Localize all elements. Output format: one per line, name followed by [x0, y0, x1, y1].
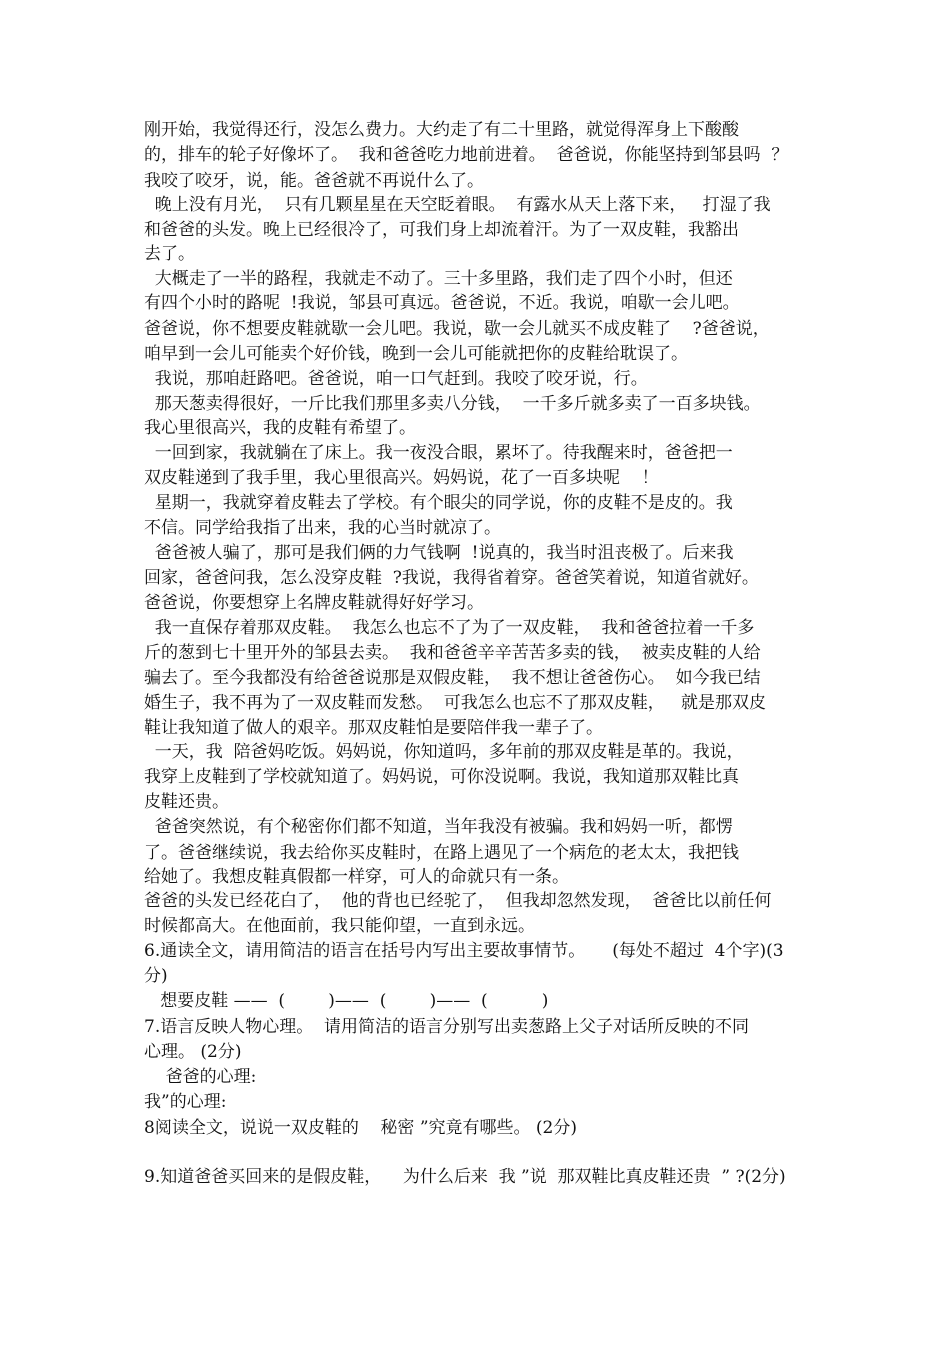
paragraph-line: 时候都高大。在他面前，我只能仰望，一直到永远。	[144, 916, 535, 936]
question-7: 7.语言反映人物心理。 请用简洁的语言分别写出卖葱路上父子对话所反映的不同	[144, 1017, 750, 1037]
paragraph-line: 鞋让我知道了做人的艰辛。那双皮鞋怕是要陪伴我一辈子了。	[144, 718, 603, 738]
paragraph-line: 一回到家，我就躺在了床上。我一夜没合眼，累坏了。待我醒来时，爸爸把一	[144, 443, 733, 463]
paragraph-line: 骗去了。至今我都没有给爸爸说那是双假皮鞋， 我不想让爸爸伤心。 如今我已结	[144, 668, 761, 688]
paragraph-line: 爸爸说，你要想穿上名牌皮鞋就得好好学习。	[144, 593, 484, 613]
question-6-answer-blanks: 想要皮鞋 —— ( )—— ( )—— ( )	[144, 991, 549, 1011]
paragraph-line: 了。爸爸继续说，我去给你买皮鞋时，在路上遇见了一个病危的老太太，我把钱	[144, 843, 739, 863]
paragraph-line: 爸爸说，你不想要皮鞋就歇一会儿吧。我说，歇一会儿就买不成皮鞋了 ?爸爸说，	[144, 319, 770, 339]
paragraph-line: 我咬了咬牙，说，能。爸爸就不再说什么了。	[144, 171, 484, 191]
paragraph-line: 去了。	[144, 244, 195, 264]
paragraph-line: 婚生子，我不再为了一双皮鞋而发愁。 可我怎么也忘不了那双皮鞋， 就是那双皮	[144, 693, 767, 713]
question-9: 9.知道爸爸买回来的是假皮鞋， 为什么后来 我 ”说 那双鞋比真皮鞋还贵 ” ?(2分)	[144, 1167, 786, 1187]
question-7-father-mind: 爸爸的心理:	[144, 1067, 257, 1087]
paragraph-line: 咱早到一会儿可能卖个好价钱，晚到一会儿可能就把你的皮鞋给耽误了。	[144, 344, 688, 364]
paragraph-line: 我心里很高兴，我的皮鞋有希望了。	[144, 418, 416, 438]
paragraph-line: 不信。同学给我指了出来，我的心当时就凉了。	[144, 518, 501, 538]
paragraph-line: 和爸爸的头发。晚上已经很冷了，可我们身上却流着汗。为了一双皮鞋，我豁出	[144, 220, 739, 240]
paragraph-line: 爸爸的头发已经花白了， 他的背也已经驼了， 但我却忽然发现， 爸爸比以前任何	[144, 891, 772, 911]
paragraph-line: 那天葱卖得很好，一斤比我们那里多卖八分钱， 一千多斤就多卖了一百多块钱。	[144, 394, 761, 414]
paragraph-line: 我说，那咱赶路吧。爸爸说，咱一口气赶到。我咬了咬牙说，行。	[144, 369, 648, 389]
paragraph-line: 星期一，我就穿着皮鞋去了学校。有个眼尖的同学说，你的皮鞋不是皮的。我	[144, 493, 733, 513]
question-8: 8阅读全文，说说一双皮鞋的 秘密 ”究竟有哪些。 (2分)	[144, 1118, 578, 1138]
paragraph-line: 晚上没有月光， 只有几颗星星在天空眨着眼。 有露水从天上落下来， 打湿了我	[144, 195, 771, 215]
paragraph-line: 我一直保存着那双皮鞋。 我怎么也忘不了为了一双皮鞋， 我和爸爸拉着一千多	[144, 618, 755, 638]
paragraph-line: 有四个小时的路呢 !我说，邹县可真远。爸爸说，不近。我说，咱歇一会儿吧。	[144, 293, 740, 313]
paragraph-line: 我穿上皮鞋到了学校就知道了。妈妈说，可你没说啊。我说，我知道那双鞋比真	[144, 767, 739, 787]
paragraph-line: 爸爸突然说，有个秘密你们都不知道，当年我没有被骗。我和妈妈一听，都愣	[144, 817, 733, 837]
question-6: 6.通读全文，请用简洁的语言在括号内写出主要故事情节。 (每处不超过 4个字)(3	[144, 941, 784, 961]
paragraph-line: 斤的葱到七十里开外的邹县去卖。 我和爸爸辛辛苦苦多卖的钱， 被卖皮鞋的人给	[144, 643, 761, 663]
paragraph-line: 的，排车的轮子好像坏了。 我和爸爸吃力地前进着。 爸爸说，你能坚持到邹县吗 ？	[144, 145, 789, 165]
paragraph-line: 给她了。我想皮鞋真假都一样穿，可人的命就只有一条。	[144, 867, 569, 887]
question-6-continued: 分)	[144, 966, 168, 986]
paragraph-line: 皮鞋还贵。	[144, 792, 229, 812]
paragraph-line: 刚开始，我觉得还行，没怎么费力。大约走了有二十里路，就觉得浑身上下酸酸	[144, 120, 739, 140]
question-7-me-mind: 我”的心理:	[144, 1092, 227, 1112]
question-7-continued: 心理。 (2分)	[144, 1042, 242, 1062]
paragraph-line: 大概走了一半的路程，我就走不动了。三十多里路，我们走了四个小时，但还	[144, 269, 733, 289]
paragraph-line: 回家，爸爸问我，怎么没穿皮鞋 ?我说，我得省着穿。爸爸笑着说，知道省就好。	[144, 568, 759, 588]
paragraph-line: 双皮鞋递到了我手里，我心里很高兴。妈妈说，花了一百多块呢 ！	[144, 468, 659, 488]
paragraph-line: 一天，我 陪爸妈吃饭。妈妈说，你知道吗，多年前的那双皮鞋是革的。我说，	[144, 742, 744, 762]
paragraph-line: 爸爸被人骗了，那可是我们俩的力气钱啊 !说真的，我当时沮丧极了。后来我	[144, 543, 734, 563]
